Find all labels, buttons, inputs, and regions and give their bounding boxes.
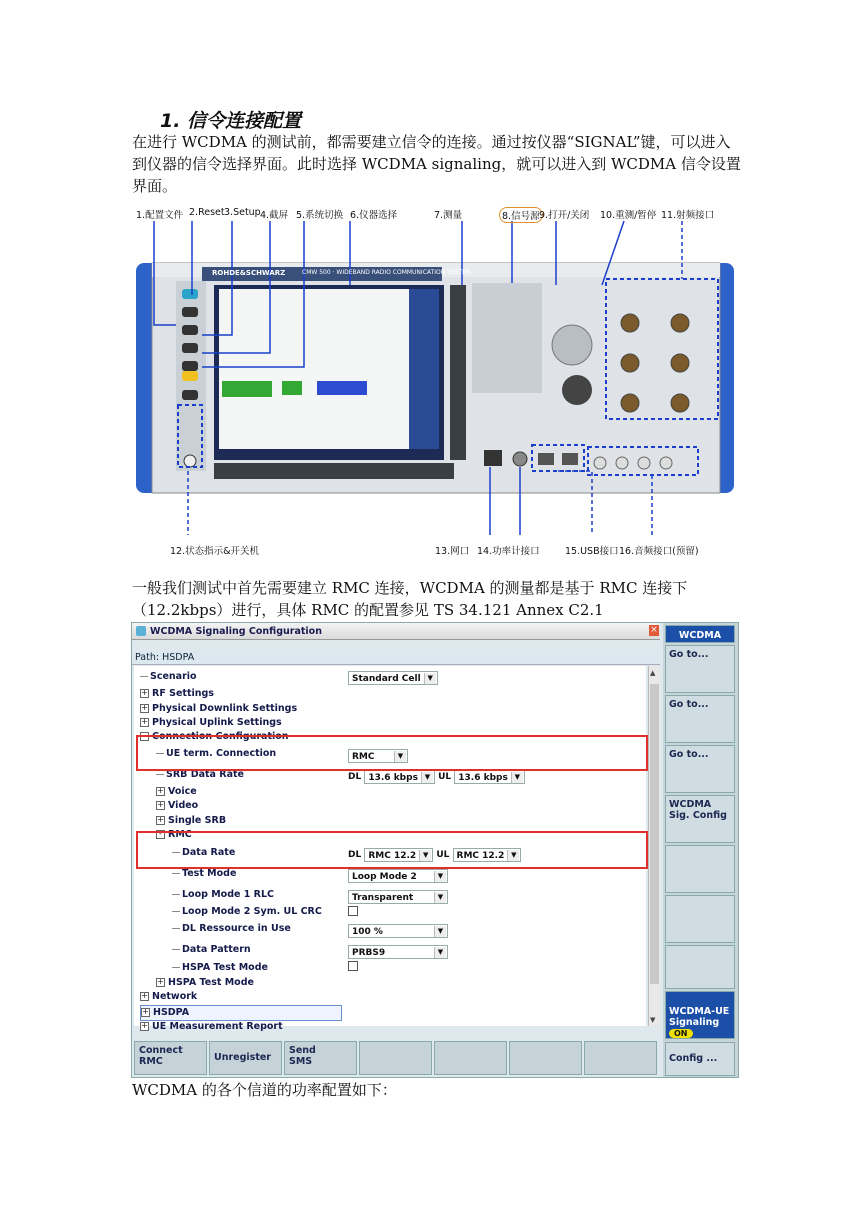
photo-label: 15.USB接口 [565, 546, 619, 557]
softkey-blank[interactable] [665, 895, 735, 943]
chevron-down-icon: ▼ [434, 947, 446, 958]
vertical-scrollbar[interactable] [648, 666, 660, 1026]
brand-logo: ROHDE&SCHWARZ [212, 269, 286, 277]
expand-icon[interactable]: + [157, 786, 164, 795]
wcdma-sig-config-button[interactable]: WCDMA Sig. Config [665, 795, 735, 843]
srb-rate-controls[interactable]: DL 13.6 kbps ▼ UL 13.6 kbps ▼ [348, 769, 525, 785]
on-badge: ON [669, 1029, 693, 1038]
hotkey-blank[interactable] [584, 1041, 657, 1075]
tree-row-label: Network [152, 991, 198, 1002]
window-title: WCDMA Signaling Configuration [132, 623, 660, 640]
photo-label: 9.打开/关闭 [539, 210, 590, 221]
expand-icon[interactable]: + [141, 1021, 148, 1030]
expand-icon[interactable]: + [141, 703, 148, 712]
expand-icon[interactable]: + [142, 1007, 149, 1016]
collapse-icon[interactable]: - [156, 830, 165, 839]
close-icon[interactable]: × [650, 625, 658, 635]
chevron-down-icon: ▼ [434, 871, 446, 882]
model-text: CMW 500 · WIDEBAND RADIO COMMUNICATION TESTER [302, 269, 470, 276]
instrument-photo [132, 205, 738, 560]
softkey-header: WCDMA [665, 625, 735, 643]
expand-icon[interactable]: + [157, 800, 164, 809]
tree-row-label: Data Pattern [182, 944, 251, 955]
photo-label: 5.系统切换 [296, 210, 344, 221]
photo-label: 1.配置文件 [136, 210, 184, 221]
tree-row[interactable] [172, 922, 291, 936]
hotkey-blank[interactable] [359, 1041, 432, 1075]
data-rate-controls[interactable]: DL RMC 12.2 ▼ UL RMC 12.2 ▼ [348, 847, 521, 863]
dl-resource-select[interactable]: 100 % ▼ [348, 923, 448, 939]
tree-row[interactable] [156, 814, 226, 828]
expand-icon[interactable]: + [141, 688, 148, 697]
photo-label: 16.音频接口(预留) [619, 546, 699, 557]
instrument-drawing [132, 205, 738, 560]
tree-row-label: UE term. Connection [166, 748, 277, 759]
collapse-icon[interactable]: - [140, 732, 149, 741]
tree-row-label: Data Rate [182, 847, 236, 858]
expand-icon[interactable]: + [157, 977, 164, 986]
photo-label: 2.Reset [189, 207, 225, 218]
hspa-test-checkbox[interactable] [348, 961, 358, 977]
connect-rmc-button[interactable]: Connect RMC [134, 1041, 207, 1075]
photo-label: 8.信号源 [499, 207, 543, 223]
goto-button-3[interactable]: Go to... [665, 745, 735, 793]
tree-connector [156, 774, 164, 775]
tree-row-label: HSDPA [153, 1007, 190, 1018]
photo-label: 14.功率计接口 [477, 546, 540, 557]
tree-row[interactable] [140, 687, 214, 701]
tree-row-label: Physical Downlink Settings [152, 703, 298, 714]
highlight-ue-term [136, 735, 648, 771]
tree-row-label: RF Settings [152, 688, 214, 699]
config-button[interactable]: Config ... [665, 1042, 735, 1076]
tree-row[interactable] [140, 990, 197, 1004]
chevron-down-icon: ▼ [511, 772, 523, 783]
photo-label: 7.测量 [434, 210, 463, 221]
tree-row-label: Scenario [150, 671, 197, 682]
tree-row-label: HSPA Test Mode [168, 977, 254, 988]
tree-connector [172, 911, 180, 912]
photo-label: 12.状态指示&开关机 [170, 546, 260, 557]
goto-button-2[interactable]: Go to... [665, 695, 735, 743]
test-mode-select[interactable]: Loop Mode 2 ▼ [348, 868, 448, 884]
tree-row[interactable] [156, 976, 254, 990]
path-bar: Path: HSDPA [132, 651, 660, 665]
photo-label: 10.重测/暂停 [600, 210, 657, 221]
tree-row-label: Video [168, 800, 199, 811]
tree-connector [172, 873, 180, 874]
chevron-down-icon: ▼ [424, 673, 436, 684]
tree-row-label: Voice [168, 786, 197, 797]
photo-label: 13.网口 [435, 546, 470, 557]
tree-row[interactable] [156, 785, 197, 799]
softkey-blank[interactable] [665, 845, 735, 893]
photo-label: 3.Setup [224, 207, 261, 218]
scroll-thumb[interactable] [650, 684, 659, 984]
softkey-panel [663, 623, 738, 1077]
unregister-button[interactable]: Unregister [209, 1041, 282, 1075]
tree-row[interactable] [140, 1020, 283, 1034]
hotkey-blank[interactable] [434, 1041, 507, 1075]
hotkey-blank[interactable] [509, 1041, 582, 1075]
tree-row-label: HSPA Test Mode [182, 962, 268, 973]
highlight-rmc [136, 831, 648, 869]
tree-row[interactable] [172, 867, 236, 881]
tree-connector [140, 676, 148, 677]
tree-row-label: Loop Mode 1 RLC [182, 889, 275, 900]
chevron-down-icon: ▼ [434, 926, 446, 937]
tree-row-label: Test Mode [182, 868, 237, 879]
tree-row[interactable] [172, 961, 268, 975]
tree-row[interactable] [172, 905, 322, 919]
tree-row-label: UE Measurement Report [152, 1021, 283, 1032]
expand-icon[interactable]: + [157, 815, 164, 824]
tree-row[interactable] [172, 888, 274, 902]
chevron-down-icon: ▼ [394, 751, 406, 762]
data-pattern-select[interactable]: PRBS9 ▼ [348, 944, 448, 960]
tree-connector [172, 894, 180, 895]
crc-checkbox[interactable] [348, 906, 358, 922]
tree-row-label: DL Ressource in Use [182, 923, 291, 934]
tree-connector [172, 967, 180, 968]
loop1-select[interactable]: Transparent ▼ [348, 889, 448, 905]
power-config-paragraph: WCDMA 的各个信道的功率配置如下： [132, 1081, 397, 1099]
tree-row[interactable] [140, 1005, 342, 1021]
section-heading: 1. 信令连接配置 [160, 110, 302, 132]
hotkey-bar [132, 1041, 662, 1077]
softkey-blank[interactable] [665, 945, 735, 989]
tree-row-label: Physical Uplink Settings [152, 717, 282, 728]
tree-row[interactable] [156, 799, 198, 813]
photo-label: 6.仪器选择 [350, 210, 398, 221]
wcdma-config-screenshot [131, 622, 739, 1078]
expand-icon[interactable]: + [141, 717, 148, 726]
tree-row-label: Loop Mode 2 Sym. UL CRC [182, 906, 322, 917]
scenario-select[interactable]: Standard Cell ▼ [348, 670, 438, 686]
tree-row[interactable] [172, 943, 251, 957]
photo-label: 4.截屏 [260, 210, 289, 221]
tree-row-label: Connection Configuration [152, 731, 289, 742]
chevron-down-icon: ▼ [434, 892, 446, 903]
chevron-down-icon: ▼ [507, 850, 519, 861]
send-sms-button[interactable]: Send SMS [284, 1041, 357, 1075]
goto-button-1[interactable]: Go to... [665, 645, 735, 693]
tree-row[interactable] [140, 702, 297, 716]
expand-icon[interactable]: + [141, 991, 148, 1000]
chevron-down-icon: ▼ [419, 850, 431, 861]
ue-term-select[interactable]: RMC ▼ [348, 748, 408, 764]
scroll-down-icon[interactable]: ▼ [650, 1016, 656, 1024]
rmc-paragraph: 一般我们测试中首先需要建立 RMC 连接，WCDMA 的测量都是基于 RMC 连接下（12.2kbps）进行，具体 RMC 的配置参见 TS 34.121 Annex C2.1 [132, 579, 688, 619]
tree-row-label: Single SRB [168, 815, 227, 826]
tree-row[interactable] [140, 670, 197, 684]
chevron-down-icon: ▼ [421, 772, 433, 783]
tree-row-label: SRB Data Rate [166, 769, 244, 780]
scroll-up-icon[interactable]: ▲ [650, 669, 656, 677]
tree-connector [172, 949, 180, 950]
window-icon [136, 626, 146, 636]
wcdma-ue-signaling-button[interactable]: WCDMA-UE Signaling ON [665, 991, 735, 1039]
tree-row[interactable] [140, 716, 282, 730]
tree-row-label: RMC [168, 829, 192, 840]
tree-connector [172, 928, 180, 929]
intro-paragraph: 在进行 WCDMA 的测试前，都需要建立信令的连接。通过按仪器“SIGNAL”键，可以进入到仪器的信令选择界面。此时选择 WCDMA signaling，就可以进入到 WCDMA 信令设置界面。 [132, 133, 741, 195]
photo-label: 11.射频接口 [661, 210, 715, 221]
